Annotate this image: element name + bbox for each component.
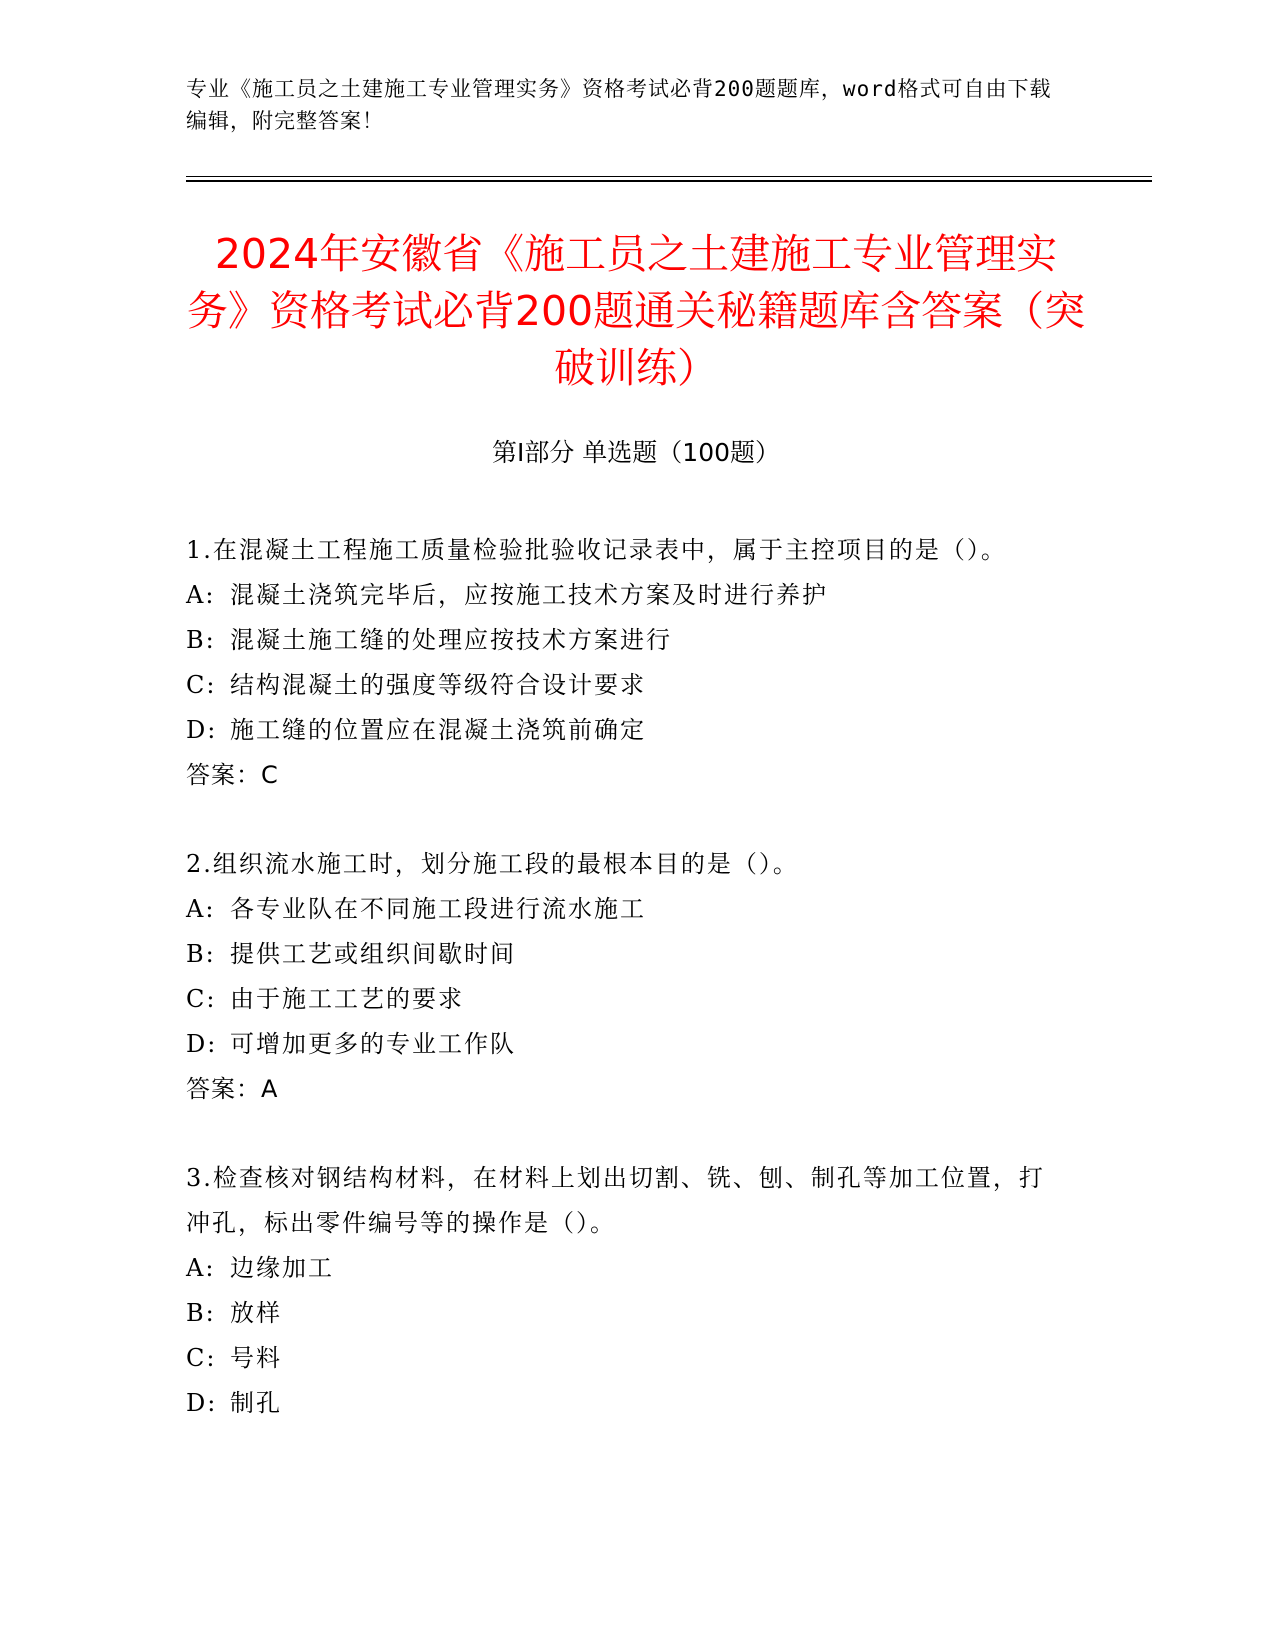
option-text: 边缘加工 <box>230 1254 334 1282</box>
option-b <box>186 1291 1066 1336</box>
option-letter: D: <box>186 1030 218 1058</box>
option-a <box>186 1246 1066 1291</box>
question-3 <box>186 1156 1066 1426</box>
header-rule-thick <box>186 180 1152 182</box>
option-d <box>186 1381 1066 1426</box>
option-letter: C: <box>186 671 217 699</box>
option-letter: B: <box>186 1299 216 1327</box>
option-text: 放样 <box>230 1299 282 1327</box>
answer-line: 答案：C <box>186 761 279 789</box>
section-title: 第Ⅰ部分 单选题（100题） <box>491 438 781 467</box>
question-2 <box>186 842 1066 1112</box>
option-text: 施工缝的位置应在混凝土浇筑前确定 <box>230 716 646 744</box>
option-letter: A: <box>186 1254 216 1282</box>
header-rule-thin <box>186 176 1152 177</box>
option-c <box>186 1336 1066 1381</box>
answer-line: 答案：A <box>186 1075 279 1103</box>
option-b <box>186 932 1066 977</box>
option-c <box>186 663 1066 708</box>
option-b <box>186 618 1066 663</box>
option-d <box>186 708 1066 753</box>
question-1 <box>186 528 1066 798</box>
option-text: 结构混凝土的强度等级符合设计要求 <box>230 671 646 699</box>
option-text: 混凝土施工缝的处理应按技术方案进行 <box>230 626 672 654</box>
option-letter: C: <box>186 985 217 1013</box>
option-text: 混凝土浇筑完毕后，应按施工技术方案及时进行养护 <box>230 581 828 609</box>
header-note: 专业《施工员之土建施工专业管理实务》资格考试必背200题题库，word格式可自由下载编辑，附完整答案！ <box>186 77 1052 133</box>
option-d <box>186 1022 1066 1067</box>
option-letter: C: <box>186 1344 217 1372</box>
option-letter: D: <box>186 716 218 744</box>
question-stem: 1.在混凝土工程施工质量检验批验收记录表中，属于主控项目的是（）。 <box>186 536 1007 564</box>
option-letter: D: <box>186 1389 218 1417</box>
option-text: 制孔 <box>230 1389 282 1417</box>
option-letter: B: <box>186 940 216 968</box>
option-text: 提供工艺或组织间歇时间 <box>230 940 516 968</box>
option-letter: B: <box>186 626 216 654</box>
option-text: 可增加更多的专业工作队 <box>230 1030 516 1058</box>
question-stem: 3.检查核对钢结构材料，在材料上划出切割、铣、刨、制孔等加工位置，打冲孔，标出零件编号等的操作是（）。 <box>186 1164 1045 1237</box>
option-letter: A: <box>186 895 216 923</box>
option-text: 各专业队在不同施工段进行流水施工 <box>230 895 646 923</box>
option-a <box>186 887 1066 932</box>
option-a <box>186 573 1066 618</box>
question-list <box>186 528 1066 1470</box>
question-stem: 2.组织流水施工时，划分施工段的最根本目的是（）。 <box>186 850 799 878</box>
document-title: 2024年安徽省《施工员之土建施工专业管理实务》资格考试必背200题通关秘籍题库含答案（突破训练） <box>186 230 1086 392</box>
option-text: 由于施工工艺的要求 <box>230 985 464 1013</box>
option-letter: A: <box>186 581 216 609</box>
option-c <box>186 977 1066 1022</box>
option-text: 号料 <box>230 1344 282 1372</box>
